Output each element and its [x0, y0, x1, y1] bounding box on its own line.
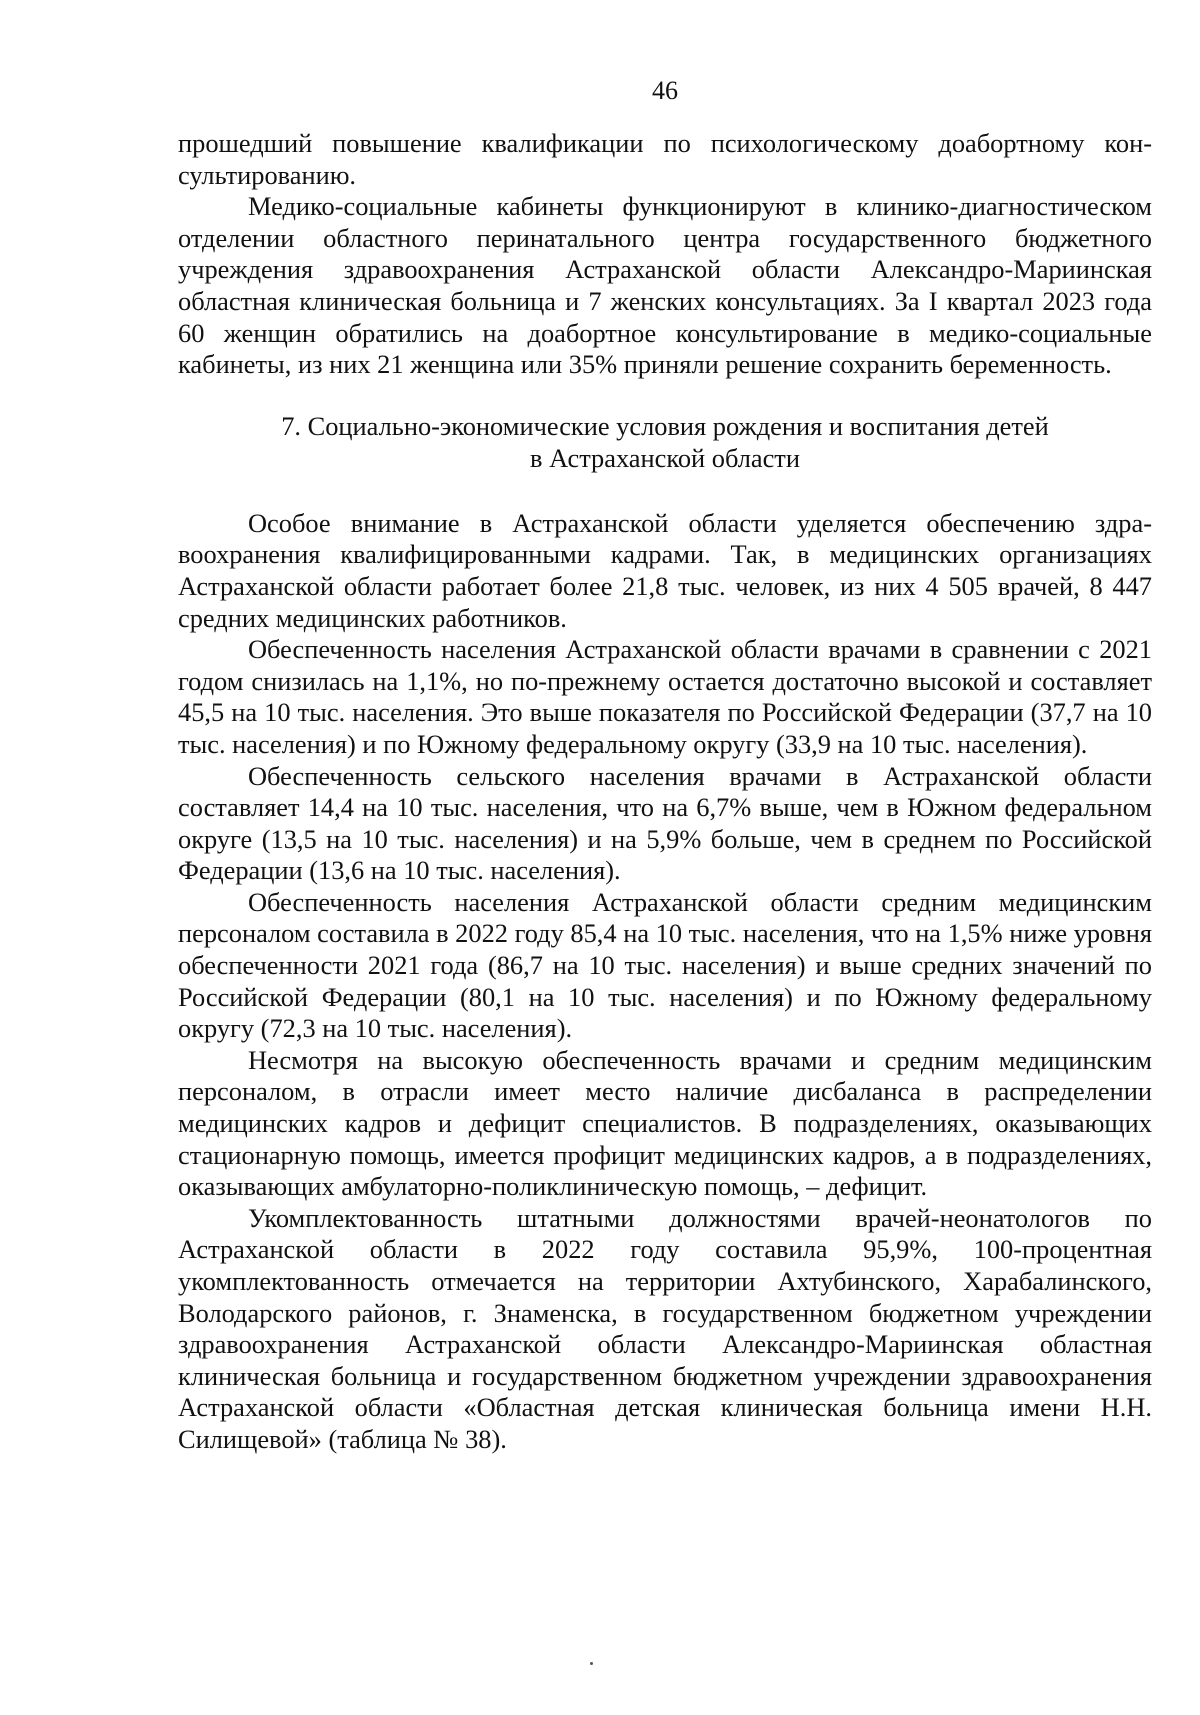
- section-heading-line: 7. Социально-экономические условия рождения и воспитания детей: [281, 410, 1049, 441]
- paragraph: прошедший повышение квалификации по психологическому доабортному консультированию.: [178, 128, 1152, 190]
- paragraph: Несмотря на высокую обеспеченность врачами и средним медицинским персоналом, в отрасли имеет место наличие дисбаланса в распределении медицинских кадров и дефицит специалистов. В подразделениях, оказывающих стационарную помощь, имеется профицит медицинских кадров, а в подразделениях, оказывающих амбулаторно-поликлиническую помощь, – дефицит.: [178, 1044, 1152, 1202]
- paragraph: Обеспеченность сельского населения врачами в Астраханской области составляет 14,4 на 10 тыс. населения, что на 6,7% выше, чем в Южном федеральном округе (13,5 на 10 тыс. населения) и на 5,9% больше, чем в среднем по Российской Федерации (13,6 на 10 тыс. населения).: [178, 760, 1152, 886]
- section-heading: [178, 410, 1152, 474]
- section-heading-line: в Астраханской области: [530, 442, 800, 473]
- paragraph: Обеспеченность населения Астраханской области средним медицинским персоналом составила в 2022 году 85,4 на 10 тыс. населения, что на 1,5% ниже уровня обеспеченности 2021 года (86,7 на 10 тыс. населения) и выше средних значений по Российской Федерации (80,1 на 10 тыс. населения) и по Южному федеральному округу (72,3 на 10 тыс. населения).: [178, 886, 1152, 1044]
- paragraph: Медико-социальные кабинеты функционируют в клинико-диагностическом отделении областного перинатального центра государственного бюджетного учреждения здравоохранения Астраханской области Александро-Мариинская областная клиническая больница и 7 женских консультациях. За I квартал 2023 года 60 женщин обратились на доабортное консультирование в медико-социальные кабинеты, из них 21 женщина или 35% приняли решение сохранить беременность.: [178, 191, 1152, 380]
- scan-speck: [590, 1662, 593, 1665]
- page-number: 46: [652, 76, 678, 105]
- paragraph: Особое внимание в Астраханской области уделяется обеспечению здравоохранения квалифицированными кадрами. Так, в медицинских организациях Астраханской области работает более 21,8 тыс. человек, из них 4 505 врачей, 8 447 средних медицинских работников.: [178, 507, 1152, 633]
- paragraph: Обеспеченность населения Астраханской области врачами в сравнении с 2021 годом снизилась на 1,1%, но по-прежнему остается достаточно высокой и составляет 45,5 на 10 тыс. населения. Это выше показателя по Российской Федерации (37,7 на 10 тыс. населения) и по Южному федеральному округу (33,9 на 10 тыс. населения).: [178, 634, 1152, 759]
- paragraph: Укомплектованность штатными должностями врачей-неонатологов по Астраханской области в 2022 году составила 95,9%, 100-процентная укомплектованность отмечается на территории Ахтубинского, Харабалинского, Володарского районов, г. Знаменска, в государственном бюджетном учреждении здравоохранения Астраханской области Александро-Мариинская областная клиническая больница и государственном бюджетном учреждении здравоохранения Астраханской области «Областная детская клиническая больница имени Н.Н. Силищевой» (таблица № 38).: [178, 1202, 1152, 1454]
- document-body: [178, 128, 1152, 1456]
